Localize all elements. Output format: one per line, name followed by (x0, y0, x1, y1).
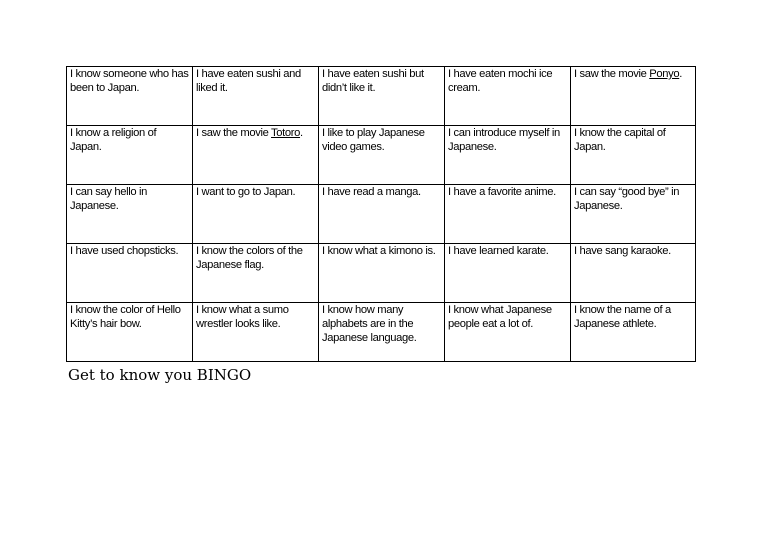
bingo-cell (319, 303, 445, 362)
bingo-cell (571, 303, 696, 362)
bingo-cell (571, 67, 696, 126)
bingo-caption: Get to know you BINGO (68, 366, 252, 384)
bingo-cell (67, 126, 193, 185)
bingo-cell-text: I know how many alphabets are in the Japanese language. (322, 304, 417, 344)
bingo-row (67, 126, 696, 185)
bingo-cell-text: I know the name of a Japanese athlete. (574, 304, 671, 330)
bingo-cell-text: I can say hello in Japanese. (70, 186, 148, 212)
bingo-row (67, 185, 696, 244)
bingo-cell-text: I have used chopsticks. (70, 245, 179, 257)
bingo-cell (67, 67, 193, 126)
bingo-cell-text: I know the color of Hello Kitty’s hair bow. (70, 304, 181, 330)
bingo-cell-text: I want to go to Japan. (196, 186, 296, 198)
bingo-row (67, 244, 696, 303)
bingo-cell (193, 67, 319, 126)
bingo-row (67, 303, 696, 362)
bingo-cell-text: I know what Japanese people eat a lot of. (448, 304, 552, 330)
bingo-cell-text: I have eaten sushi but didn’t like it. (322, 68, 424, 94)
bingo-cell (445, 244, 571, 303)
bingo-cell-text: I have a favorite anime. (448, 186, 556, 198)
bingo-cell-text: I have learned karate. (448, 245, 549, 257)
bingo-cell-text: I can introduce myself in Japanese. (448, 127, 560, 153)
cell-text-before: I saw the movie (196, 127, 272, 139)
bingo-cell (445, 126, 571, 185)
bingo-cell-text: I can say “good bye” in Japanese. (574, 186, 680, 212)
bingo-cell-text: I like to play Japanese video games. (322, 127, 425, 153)
bingo-grid (66, 66, 696, 362)
bingo-cell (193, 303, 319, 362)
bingo-cell-text: I know someone who has been to Japan. (70, 68, 189, 94)
bingo-cell (571, 185, 696, 244)
bingo-cell-text: I have eaten sushi and liked it. (196, 68, 301, 94)
bingo-cell (319, 67, 445, 126)
bingo-cell (571, 126, 696, 185)
bingo-cell (193, 126, 319, 185)
bingo-cell (445, 185, 571, 244)
bingo-cell-text: I know the capital of Japan. (574, 127, 666, 153)
bingo-cell-text: I have read a manga. (322, 186, 421, 198)
movie-title-ponyo: Ponyo (649, 68, 680, 80)
movie-title-totoro: Totoro (271, 127, 301, 139)
bingo-cell (193, 185, 319, 244)
bingo-row (67, 67, 696, 126)
bingo-cell (67, 244, 193, 303)
bingo-cell (445, 67, 571, 126)
bingo-cell (319, 126, 445, 185)
bingo-cell-text: I know what a kimono is. (322, 245, 436, 257)
bingo-cell-text: I know what a sumo wrestler looks like. (196, 304, 289, 330)
bingo-cell-text: I know a religion of Japan. (70, 127, 157, 153)
bingo-cell (445, 303, 571, 362)
bingo-cell (193, 244, 319, 303)
bingo-cell (319, 244, 445, 303)
bingo-cell (319, 185, 445, 244)
cell-text-after: . (679, 68, 682, 80)
bingo-cell-text: I have eaten mochi ice cream. (448, 68, 553, 94)
cell-text-before: I saw the movie (574, 68, 650, 80)
bingo-cell-text: I have sang karaoke. (574, 245, 671, 257)
cell-text-after: . (300, 127, 303, 139)
bingo-cell-text: I know the colors of the Japanese flag. (196, 245, 303, 271)
bingo-cell (67, 303, 193, 362)
bingo-cell (67, 185, 193, 244)
bingo-cell (571, 244, 696, 303)
bingo-cell-text (574, 68, 682, 80)
bingo-cell-text (196, 127, 303, 139)
